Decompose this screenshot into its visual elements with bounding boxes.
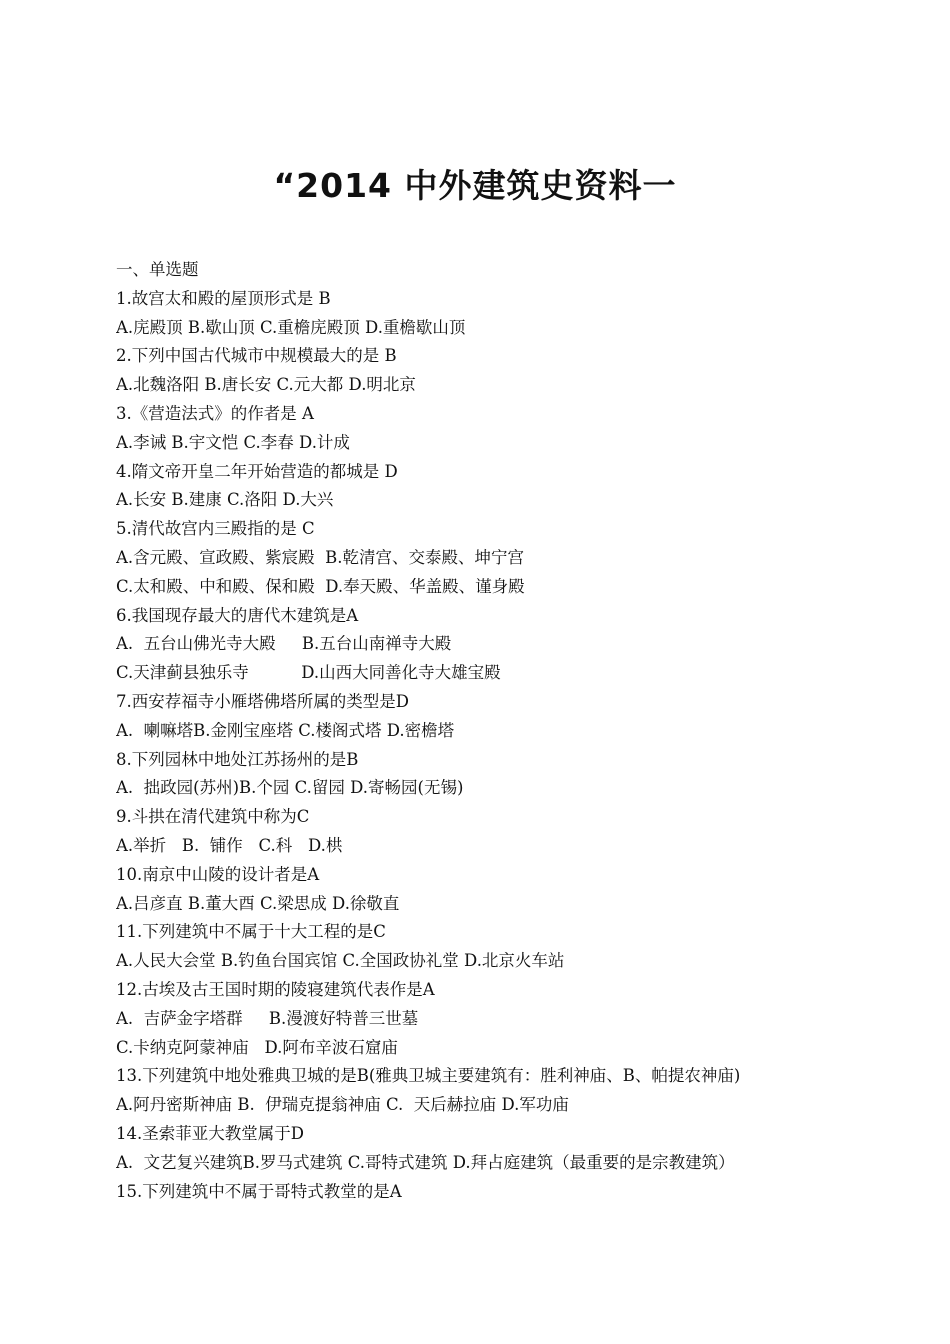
answer-options-line: A.李诫 B.宇文恺 C.李春 D.计成 xyxy=(116,432,350,452)
answer-options-line: C.天津蓟县独乐寺 D.山西大同善化寺大雄宝殿 xyxy=(116,663,501,683)
answer-options-line: A.北魏洛阳 B.唐长安 C.元大都 D.明北京 xyxy=(116,375,416,395)
answer-options-line: C.卡纳克阿蒙神庙 D.阿布辛波石窟庙 xyxy=(116,1037,398,1057)
answer-options-line: A.含元殿、宣政殿、紫宸殿 B.乾清宫、交泰殿、坤宁宫 xyxy=(116,547,525,567)
question-line: 8.下列园林中地处江苏扬州的是B xyxy=(116,749,359,769)
answer-options-line: A. 文艺复兴建筑B.罗马式建筑 C.哥特式建筑 D.拜占庭建筑（最重要的是宗教建筑） xyxy=(116,1152,735,1172)
question-line: 14.圣索菲亚大教堂属于D xyxy=(116,1123,304,1143)
answer-options-line: A. 喇嘛塔B.金刚宝座塔 C.楼阁式塔 D.密檐塔 xyxy=(116,720,455,740)
question-line: 7.西安荐福寺小雁塔佛塔所属的类型是D xyxy=(116,691,409,711)
question-line: 12.古埃及古王国时期的陵寝建筑代表作是A xyxy=(116,979,435,999)
question-line: 1.故宫太和殿的屋顶形式是 B xyxy=(116,288,331,308)
answer-options-line: A. 吉萨金字塔群 B.漫渡好特普三世墓 xyxy=(116,1008,419,1028)
question-line: 5.清代故宫内三殿指的是 C xyxy=(116,519,315,539)
answer-options-line: A.阿丹密斯神庙 B. 伊瑞克提翁神庙 C. 天后赫拉庙 D.军功庙 xyxy=(116,1095,569,1115)
question-line: 3.《营造法式》的作者是 A xyxy=(116,403,314,423)
question-line: 13.下列建筑中地处雅典卫城的是B(雅典卫城主要建筑有：胜利神庙、B、帕提农神庙) xyxy=(116,1066,741,1086)
answer-options-line: A.庑殿顶 B.歇山顶 C.重檐庑殿顶 D.重檐歇山顶 xyxy=(116,317,466,337)
answer-options-line: A.人民大会堂 B.钓鱼台国宾馆 C.全国政协礼堂 D.北京火车站 xyxy=(116,951,565,971)
question-list xyxy=(116,256,916,1206)
question-line: 4.隋文帝开皇二年开始营造的都城是 D xyxy=(116,461,398,481)
answer-options-line: A.吕彦直 B.董大酉 C.梁思成 D.徐敬直 xyxy=(116,893,400,913)
answer-options-line: A.举折 B. 铺作 C.科 D.栱 xyxy=(116,835,343,855)
question-line: 15.下列建筑中不属于哥特式教堂的是A xyxy=(116,1181,402,1201)
answer-options-line: A. 五台山佛光寺大殿 B.五台山南禅寺大殿 xyxy=(116,634,452,654)
section-heading: 一、单选题 xyxy=(116,260,199,279)
question-line: 6.我国现存最大的唐代木建筑是A xyxy=(116,605,359,625)
answer-options-line: C.太和殿、中和殿、保和殿 D.奉天殿、华盖殿、谨身殿 xyxy=(116,576,525,596)
document-title: “2014 中外建筑史资料一 xyxy=(273,166,677,205)
question-line: 10.南京中山陵的设计者是A xyxy=(116,864,320,884)
answer-options-line: A. 拙政园(苏州)B.个园 C.留园 D.寄畅园(无锡) xyxy=(116,778,464,798)
question-line: 11.下列建筑中不属于十大工程的是C xyxy=(116,922,386,942)
question-line: 9.斗拱在清代建筑中称为C xyxy=(116,807,310,827)
question-line: 2.下列中国古代城市中规模最大的是 B xyxy=(116,346,397,366)
answer-options-line: A.长安 B.建康 C.洛阳 D.大兴 xyxy=(116,490,334,510)
